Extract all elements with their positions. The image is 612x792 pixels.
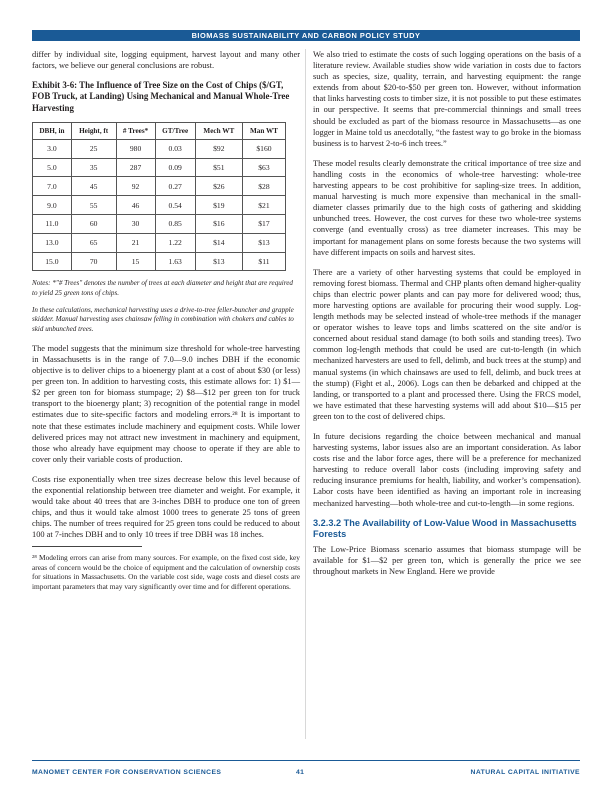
footnote-28: ²⁸ Modeling errors can arise from many sources. For example, on the fixed cost side, key areas of concern would be the choice of equipment and the calculation of ownership costs for situations in Massachusetts. On the variable cost side, wage costs and diesel costs are important parameters that may vary significantly over time and for different operations. bbox=[32, 553, 300, 591]
table-note: Notes: *"# Trees" denotes the number of trees at each diameter and height that are required to yield 25 green tons of chips. bbox=[32, 279, 293, 297]
table-header-cell: # Trees* bbox=[116, 122, 155, 139]
table-cell: 46 bbox=[116, 196, 155, 215]
table-cell: 25 bbox=[71, 139, 116, 158]
right-paragraph-3: There are a variety of other harvesting systems that could be employed in removing forest biomass. Thermal and CHP plants often demand higher-quality chips than electric power plants and can pay more for delivered wood; thus, more harvesting options are available for procuring their wood supply. Log-length methods may be selected instead of whole-tree methods if the manager or operator wishes to leave tops and limbs scattered on the site and/or is concerned about residual stand damage (to both soils and standing trees). Two common log-length methods that could be used are cut-to-length (in which mechanized harvesters are used to fell, delimb, and buck trees at the stump) and manual systems (in which chainsaws are used to fell, delimb, and buck trees at the stump) (Fight et al., 2006). Logs can then be debarked and chipped at the landing, or transported to a plant and processed there. Using the FRCS model, we have estimated that these harvesting systems will add about $10—$15 per green ton to the cost of delivered chips. bbox=[313, 267, 581, 421]
table-cell: 0.03 bbox=[155, 139, 195, 158]
table-cell: 60 bbox=[71, 214, 116, 233]
table-cell: $14 bbox=[195, 233, 242, 252]
left-paragraph-3: Costs rise exponentially when tree sizes decrease below this level because of the exponential relationship between tree diameter and weight. For example, it would take about 40 trees that are 3-inches DBH to produce one ton of green chips, and thus it would take almost 1000 trees to generate 25 tons of green chips. The number of trees required for 25 green tons could be reduced to about 100 at 7-inches DBH and to only 10 trees if tree DBH was 18 inches. bbox=[32, 474, 300, 540]
section-heading: 3.2.3.2 The Availability of Low-Value Wood in Massachusetts Forests bbox=[313, 517, 577, 540]
table-row bbox=[33, 158, 286, 177]
table-cell: 21 bbox=[116, 233, 155, 252]
table-cell: 9.0 bbox=[33, 196, 72, 215]
table-header-cell: Man WT bbox=[242, 122, 285, 139]
table-cell: 15.0 bbox=[33, 252, 72, 271]
table-header-cell: Mech WT bbox=[195, 122, 242, 139]
table-cell: $19 bbox=[195, 196, 242, 215]
table-row bbox=[33, 252, 286, 271]
table-cell: 45 bbox=[71, 177, 116, 196]
right-paragraph-2: These model results clearly demonstrate the critical importance of tree size and handling costs in the economics of whole-tree harvesting: whole-tree harvesting appears to be cost prohibitive for sapling-size trees. In addition, manual harvesting is much more expensive than mechanical in the small-diameter classes primarily due to the high costs of gathering and skidding unbunched trees. However, the cost curves for these two whole-tree systems converge (and eventually cross) as tree diameter increases. This may be important for management plans on some forests because the two systems will have different impacts on soils and harvest sites. bbox=[313, 158, 581, 257]
table-cell: 13.0 bbox=[33, 233, 72, 252]
table-cell: $11 bbox=[242, 252, 285, 271]
left-column bbox=[32, 49, 300, 591]
table-cell: 55 bbox=[71, 196, 116, 215]
table-cell: 30 bbox=[116, 214, 155, 233]
table-cell: $92 bbox=[195, 139, 242, 158]
table-cell: $13 bbox=[242, 233, 285, 252]
table-cell: $160 bbox=[242, 139, 285, 158]
footer-organization: MANOMET CENTER FOR CONSERVATION SCIENCES bbox=[32, 769, 222, 776]
column-divider bbox=[305, 49, 306, 739]
table-header-cell: Height, ft bbox=[71, 122, 116, 139]
table-cell: $16 bbox=[195, 214, 242, 233]
table-row bbox=[33, 233, 286, 252]
left-paragraph-1: differ by individual site, logging equipment, harvest layout and many other factors, we believe our general conclusions are robust. bbox=[32, 50, 300, 71]
table-header-row bbox=[33, 122, 286, 139]
table-row bbox=[33, 139, 286, 158]
table-cell: 0.09 bbox=[155, 158, 195, 177]
table-cell: 92 bbox=[116, 177, 155, 196]
table-cell: 7.0 bbox=[33, 177, 72, 196]
table-cell: $26 bbox=[195, 177, 242, 196]
table-cell: 11.0 bbox=[33, 214, 72, 233]
table-cell: $63 bbox=[242, 158, 285, 177]
table-cell: 35 bbox=[71, 158, 116, 177]
running-header: BIOMASS SUSTAINABILITY AND CARBON POLICY STUDY bbox=[32, 30, 580, 41]
table-cell: $17 bbox=[242, 214, 285, 233]
right-paragraph-4: In future decisions regarding the choice between mechanical and manual harvesting systems, labor issues also are an important consideration. As labor costs rise and the labor force ages, there will be a preference for mechanized harvesting to reduce overall labor costs (including improving safety and reducing insurance premiums for health, liability, and worker’s compensation). Labor costs have been identified as having an important role in increasing mechanized harvesting—both whole-tree and cut-to-length—in some regions. bbox=[313, 432, 581, 508]
table-cell: 0.54 bbox=[155, 196, 195, 215]
table-header-cell: DBH, in bbox=[33, 122, 72, 139]
table-cell: 287 bbox=[116, 158, 155, 177]
table-cell: 5.0 bbox=[33, 158, 72, 177]
table-header-cell: GT/Tree bbox=[155, 122, 195, 139]
table-cell: 15 bbox=[116, 252, 155, 271]
table-cell: 70 bbox=[71, 252, 116, 271]
table-cell: $28 bbox=[242, 177, 285, 196]
right-paragraph-5: The Low-Price Biomass scenario assumes that biomass stumpage will be available for $1—$2 per green ton, which is generally the price we see throughout markets in New England. Here we provide bbox=[313, 544, 581, 576]
right-paragraph-1: We also tried to estimate the costs of such logging operations on the basis of a literature review. Available studies show wide variation in costs due to factors such as species, size, quality, terrain, and harvesting equipment: the range extends from about $20-to-$50 per green ton. However, without information that links harvesting costs to timber size, it is not possible to put these estimates in our perspective. It seems that pre-commercial thinnings and small trees should be excluded as part of the biomass resource in Massachusetts—as one logger in Maine told us anecdotally, “the fastest way to go broke in the biomass business is to harvest 2-to-6 inch trees.” bbox=[313, 50, 581, 148]
table-cell: 980 bbox=[116, 139, 155, 158]
table-cell: 1.22 bbox=[155, 233, 195, 252]
table-row bbox=[33, 214, 286, 233]
table-cell: 0.27 bbox=[155, 177, 195, 196]
table-cell: 1.63 bbox=[155, 252, 195, 271]
footer-initiative: NATURAL CAPITAL INITIATIVE bbox=[470, 769, 580, 776]
table-row bbox=[33, 177, 286, 196]
page-number: 41 bbox=[296, 769, 305, 776]
table-cell: 65 bbox=[71, 233, 116, 252]
table-method-note: In these calculations, mechanical harvesting uses a drive-to-tree feller-buncher and grapple skidder. Manual harvesting uses chainsaw felling in combination with chokers and cables to skid unbunched trees. bbox=[32, 305, 294, 333]
table-row bbox=[33, 196, 286, 215]
table-cell: 0.85 bbox=[155, 214, 195, 233]
table-cell: $51 bbox=[195, 158, 242, 177]
left-paragraph-2: The model suggests that the minimum size threshold for whole-tree harvesting in Massachusetts is in the range of 7.0—9.0 inches DBH if the economic objective is to deliver chips to a bioenergy plant at a cost of about $30 (or less) per green ton. In addition to harvesting costs, this estimate allows for: 1) $1—$2 per green ton for biomass stumpage; 2) $8—$12 per green ton for truck transport to the bioenergy plant; 3) recognition of the potential range in model estimates due to site-specific factors and modeling errors.²⁸ It is important to note that these estimates include machinery and equipment costs. While lower delivered prices may not attract new investment in machinery and equipment, those who already have equipment may choose to operate if they are able to cover only their variable costs of production. bbox=[32, 343, 300, 464]
right-column bbox=[313, 49, 581, 577]
footnote-divider bbox=[32, 546, 142, 547]
table-cell: 3.0 bbox=[33, 139, 72, 158]
table-cell: $21 bbox=[242, 196, 285, 215]
tree-size-cost-table bbox=[32, 122, 286, 272]
table-cell: $13 bbox=[195, 252, 242, 271]
footer-divider bbox=[32, 760, 580, 761]
exhibit-title: Exhibit 3-6: The Influence of Tree Size on the Cost of Chips ($/GT, FOB Truck, at Landing) Using Mechanical and Manual Whole-Tree Harvesting bbox=[32, 80, 290, 113]
